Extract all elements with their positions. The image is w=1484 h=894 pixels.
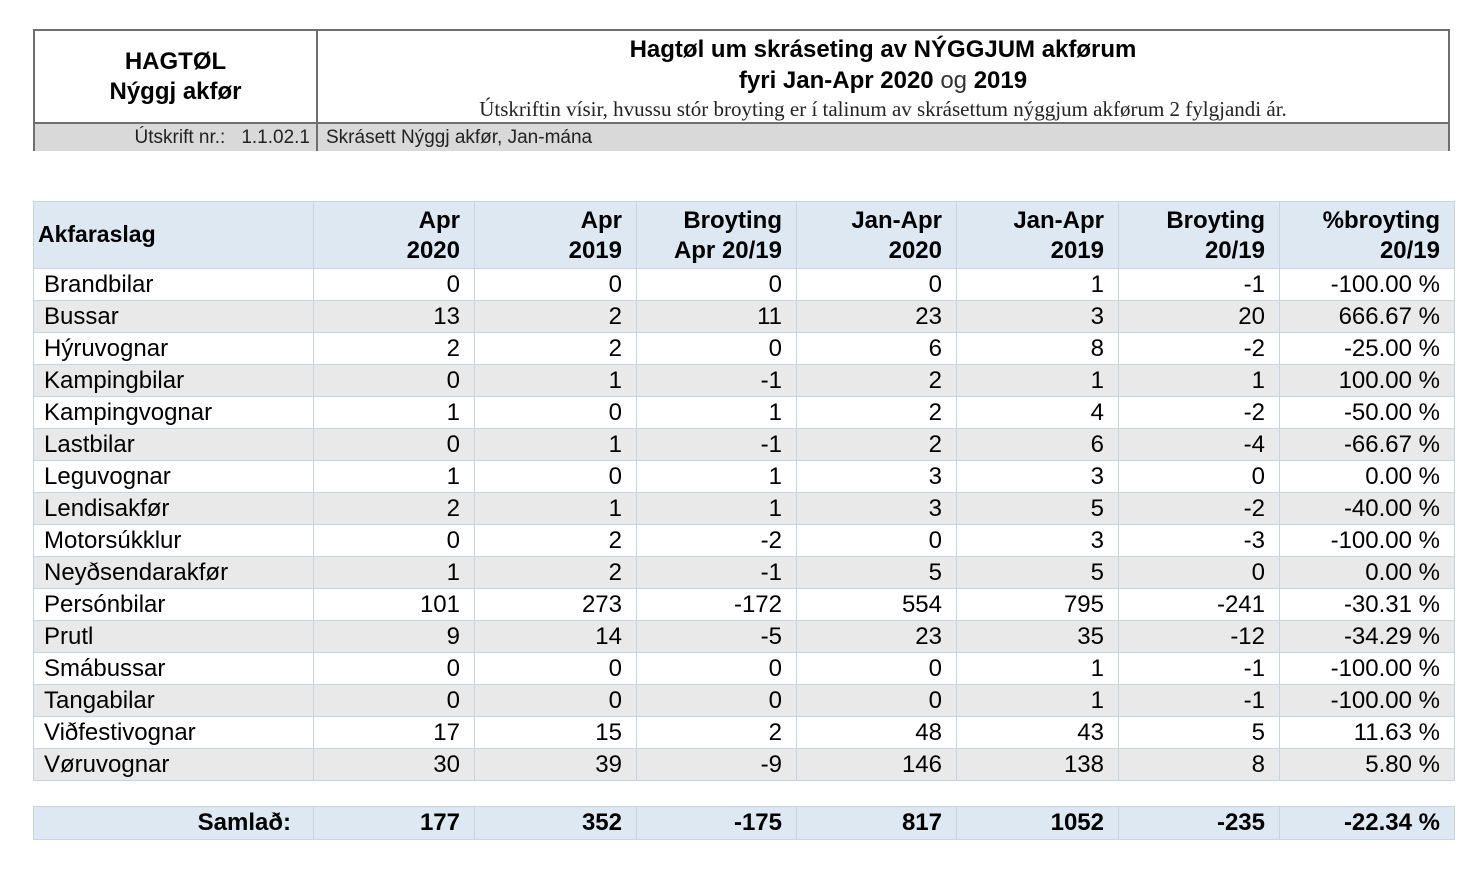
column-header [957, 202, 1119, 269]
value-cell: -100.00 % [1280, 653, 1455, 685]
value-cell: 5.80 % [1280, 749, 1455, 781]
report-category [35, 31, 318, 122]
value-cell: 1 [475, 429, 637, 461]
value-cell: -50.00 % [1280, 397, 1455, 429]
value-cell: -1 [637, 365, 797, 397]
value-cell: 0.00 % [1280, 557, 1455, 589]
total-value: -22.34 % [1280, 807, 1455, 840]
value-cell: -2 [1119, 333, 1280, 365]
total-value: -175 [637, 807, 797, 840]
report-header [33, 29, 1450, 151]
value-cell: 1 [475, 365, 637, 397]
total-value: 352 [475, 807, 637, 840]
value-cell: 0 [637, 653, 797, 685]
value-cell: -2 [637, 525, 797, 557]
value-cell: 0 [797, 269, 957, 301]
column-header-line1: Apr [580, 207, 622, 234]
period-b: 2019 [973, 67, 1028, 94]
value-cell: 3 [797, 493, 957, 525]
value-cell: 5 [1119, 717, 1280, 749]
table-row [34, 429, 1455, 461]
value-cell: 0 [314, 653, 475, 685]
value-cell: 2 [314, 493, 475, 525]
vehicle-registration-table [33, 201, 1455, 781]
value-cell: -241 [1119, 589, 1280, 621]
value-cell: -40.00 % [1280, 493, 1455, 525]
period-a: fyri Jan-Apr 2020 [738, 67, 934, 94]
value-cell: 11.63 % [1280, 717, 1455, 749]
value-cell: 0 [637, 685, 797, 717]
value-cell: 0 [797, 685, 957, 717]
value-cell: -1 [637, 429, 797, 461]
vehicle-type-cell: Tangabilar [34, 685, 314, 717]
value-cell: 0 [314, 525, 475, 557]
value-cell: 1 [637, 493, 797, 525]
value-cell: -12 [1119, 621, 1280, 653]
report-subtitle: Útskriftin vísir, hvussu stór broyting er í talinum av skrásettum nýggjum akførum 2 fylgjandi ár. [479, 97, 1287, 121]
category-line2: Nýggj akfør [109, 77, 242, 105]
report-title-block [318, 31, 1448, 122]
value-cell: 2 [797, 365, 957, 397]
value-cell: -100.00 % [1280, 525, 1455, 557]
value-cell: 3 [957, 525, 1119, 557]
value-cell: -100.00 % [1280, 269, 1455, 301]
value-cell: -1 [637, 557, 797, 589]
value-cell: 554 [797, 589, 957, 621]
value-cell: 8 [957, 333, 1119, 365]
vehicle-type-cell: Viðfestivognar [34, 717, 314, 749]
value-cell: 6 [797, 333, 957, 365]
value-cell: 1 [475, 493, 637, 525]
value-cell: -5 [637, 621, 797, 653]
value-cell: -1 [1119, 685, 1280, 717]
value-cell: -25.00 % [1280, 333, 1455, 365]
period-og: og [940, 67, 968, 94]
vehicle-type-cell: Leguvognar [34, 461, 314, 493]
value-cell: -2 [1119, 397, 1280, 429]
value-cell: 273 [475, 589, 637, 621]
value-cell: -100.00 % [1280, 685, 1455, 717]
value-cell: -3 [1119, 525, 1280, 557]
value-cell: 1 [957, 653, 1119, 685]
totals-row [34, 807, 1455, 840]
value-cell: 35 [957, 621, 1119, 653]
value-cell: 43 [957, 717, 1119, 749]
column-header-line1: Broyting [683, 207, 782, 234]
value-cell: 1 [314, 557, 475, 589]
vehicle-type-cell: Motorsúkklur [34, 525, 314, 557]
value-cell: -1 [1119, 653, 1280, 685]
value-cell: 5 [957, 493, 1119, 525]
table-row [34, 749, 1455, 781]
column-header-line2: 2019 [1050, 237, 1104, 264]
value-cell: 1 [957, 685, 1119, 717]
value-cell: 0 [797, 653, 957, 685]
value-cell: 0 [314, 269, 475, 301]
table-row [34, 717, 1455, 749]
value-cell: 0 [1119, 461, 1280, 493]
value-cell: 11 [637, 301, 797, 333]
value-cell: 0 [797, 525, 957, 557]
vehicle-type-cell: Neyðsendarakfør [34, 557, 314, 589]
table-row [34, 685, 1455, 717]
column-header [475, 202, 637, 269]
column-header-line2: 2020 [888, 237, 942, 264]
value-cell: -2 [1119, 493, 1280, 525]
table-row [34, 461, 1455, 493]
vehicle-type-cell: Smábussar [34, 653, 314, 685]
total-label: Samlað: [34, 807, 314, 840]
printout-number: 1.1.02.1 [241, 127, 310, 148]
value-cell: 2 [637, 717, 797, 749]
vehicle-type-cell: Bussar [34, 301, 314, 333]
column-header-line2: 20/19 [1204, 237, 1265, 264]
value-cell: -66.67 % [1280, 429, 1455, 461]
column-header [637, 202, 797, 269]
report-period [318, 66, 1448, 96]
value-cell: 3 [957, 461, 1119, 493]
value-cell: -4 [1119, 429, 1280, 461]
column-header-label: Akfaraslag [38, 221, 156, 247]
value-cell: 100.00 % [1280, 365, 1455, 397]
vehicle-type-cell: Brandbilar [34, 269, 314, 301]
category-line1: HAGTØL [124, 47, 227, 75]
table-row [34, 365, 1455, 397]
value-cell: 1 [957, 365, 1119, 397]
column-header-line1: Apr [418, 207, 460, 234]
value-cell: 2 [797, 397, 957, 429]
vehicle-type-cell: Lendisakfør [34, 493, 314, 525]
table-row [34, 301, 1455, 333]
value-cell: 666.67 % [1280, 301, 1455, 333]
total-value: 817 [797, 807, 957, 840]
value-cell: 15 [475, 717, 637, 749]
value-cell: 2 [475, 333, 637, 365]
value-cell: 146 [797, 749, 957, 781]
column-header-vehicle-type [34, 202, 314, 269]
value-cell: 30 [314, 749, 475, 781]
table-body [34, 269, 1455, 781]
value-cell: 3 [957, 301, 1119, 333]
column-header [1119, 202, 1280, 269]
vehicle-type-cell: Persónbilar [34, 589, 314, 621]
value-cell: 1 [957, 269, 1119, 301]
value-cell: 0 [475, 653, 637, 685]
value-cell: 0 [314, 685, 475, 717]
value-cell: 39 [475, 749, 637, 781]
value-cell: 0 [475, 397, 637, 429]
value-cell: 48 [797, 717, 957, 749]
value-cell: 1 [637, 461, 797, 493]
value-cell: 0 [1119, 557, 1280, 589]
value-cell: 1 [637, 397, 797, 429]
value-cell: 14 [475, 621, 637, 653]
vehicle-type-cell: Hýruvognar [34, 333, 314, 365]
value-cell: 0.00 % [1280, 461, 1455, 493]
value-cell: 0 [314, 365, 475, 397]
table-row [34, 333, 1455, 365]
printout-description: Skrásett Nýggj akfør, Jan-mána [326, 127, 593, 148]
value-cell: 2 [475, 525, 637, 557]
table-row [34, 653, 1455, 685]
value-cell: 138 [957, 749, 1119, 781]
value-cell: 23 [797, 621, 957, 653]
value-cell: -34.29 % [1280, 621, 1455, 653]
value-cell: 1 [1119, 365, 1280, 397]
column-header [797, 202, 957, 269]
value-cell: 1 [314, 461, 475, 493]
column-header [1280, 202, 1455, 269]
report-title: Hagtøl um skráseting av NÝGGJUM akførum [629, 36, 1137, 63]
table-row [34, 621, 1455, 653]
value-cell: 101 [314, 589, 475, 621]
value-cell: 20 [1119, 301, 1280, 333]
value-cell: 0 [475, 269, 637, 301]
value-cell: 0 [475, 461, 637, 493]
value-cell: 4 [957, 397, 1119, 429]
value-cell: 0 [314, 429, 475, 461]
table-header-row [34, 202, 1455, 269]
value-cell: 0 [637, 333, 797, 365]
column-header [314, 202, 475, 269]
value-cell: 6 [957, 429, 1119, 461]
total-value: 177 [314, 807, 475, 840]
total-value: 1052 [957, 807, 1119, 840]
value-cell: 5 [957, 557, 1119, 589]
vehicle-type-cell: Prutl [34, 621, 314, 653]
value-cell: 2 [797, 429, 957, 461]
value-cell: -30.31 % [1280, 589, 1455, 621]
value-cell: 2 [475, 557, 637, 589]
column-header-line1: Broyting [1166, 207, 1265, 234]
column-header-line2: Apr 20/19 [673, 237, 782, 264]
total-value: -235 [1119, 807, 1280, 840]
table-row [34, 589, 1455, 621]
value-cell: 2 [314, 333, 475, 365]
value-cell: -1 [1119, 269, 1280, 301]
value-cell: 2 [475, 301, 637, 333]
value-cell: 9 [314, 621, 475, 653]
table-row [34, 557, 1455, 589]
vehicle-type-cell: Kampingbilar [34, 365, 314, 397]
value-cell: 795 [957, 589, 1119, 621]
table-row [34, 397, 1455, 429]
column-header-line2: 2019 [568, 237, 622, 264]
vehicle-type-cell: Vøruvognar [34, 749, 314, 781]
value-cell: 13 [314, 301, 475, 333]
column-header-line1: Jan-Apr [851, 207, 942, 234]
vehicle-type-cell: Lastbilar [34, 429, 314, 461]
value-cell: -9 [637, 749, 797, 781]
value-cell: 3 [797, 461, 957, 493]
totals-table [33, 806, 1455, 840]
table-row [34, 493, 1455, 525]
table-row [34, 525, 1455, 557]
column-header-line1: Jan-Apr [1013, 207, 1104, 234]
value-cell: 0 [475, 685, 637, 717]
vehicle-type-cell: Kampingvognar [34, 397, 314, 429]
printout-id [35, 124, 318, 151]
column-header-line2: 2020 [406, 237, 460, 264]
value-cell: 1 [314, 397, 475, 429]
value-cell: 5 [797, 557, 957, 589]
value-cell: 0 [637, 269, 797, 301]
printout-bar [35, 122, 1448, 151]
table-row [34, 269, 1455, 301]
value-cell: 23 [797, 301, 957, 333]
value-cell: 17 [314, 717, 475, 749]
column-header-line1: %broyting [1322, 207, 1440, 234]
value-cell: 8 [1119, 749, 1280, 781]
printout-label: Útskrift nr.: [134, 127, 226, 148]
column-header-line2: 20/19 [1379, 237, 1440, 264]
value-cell: -172 [637, 589, 797, 621]
